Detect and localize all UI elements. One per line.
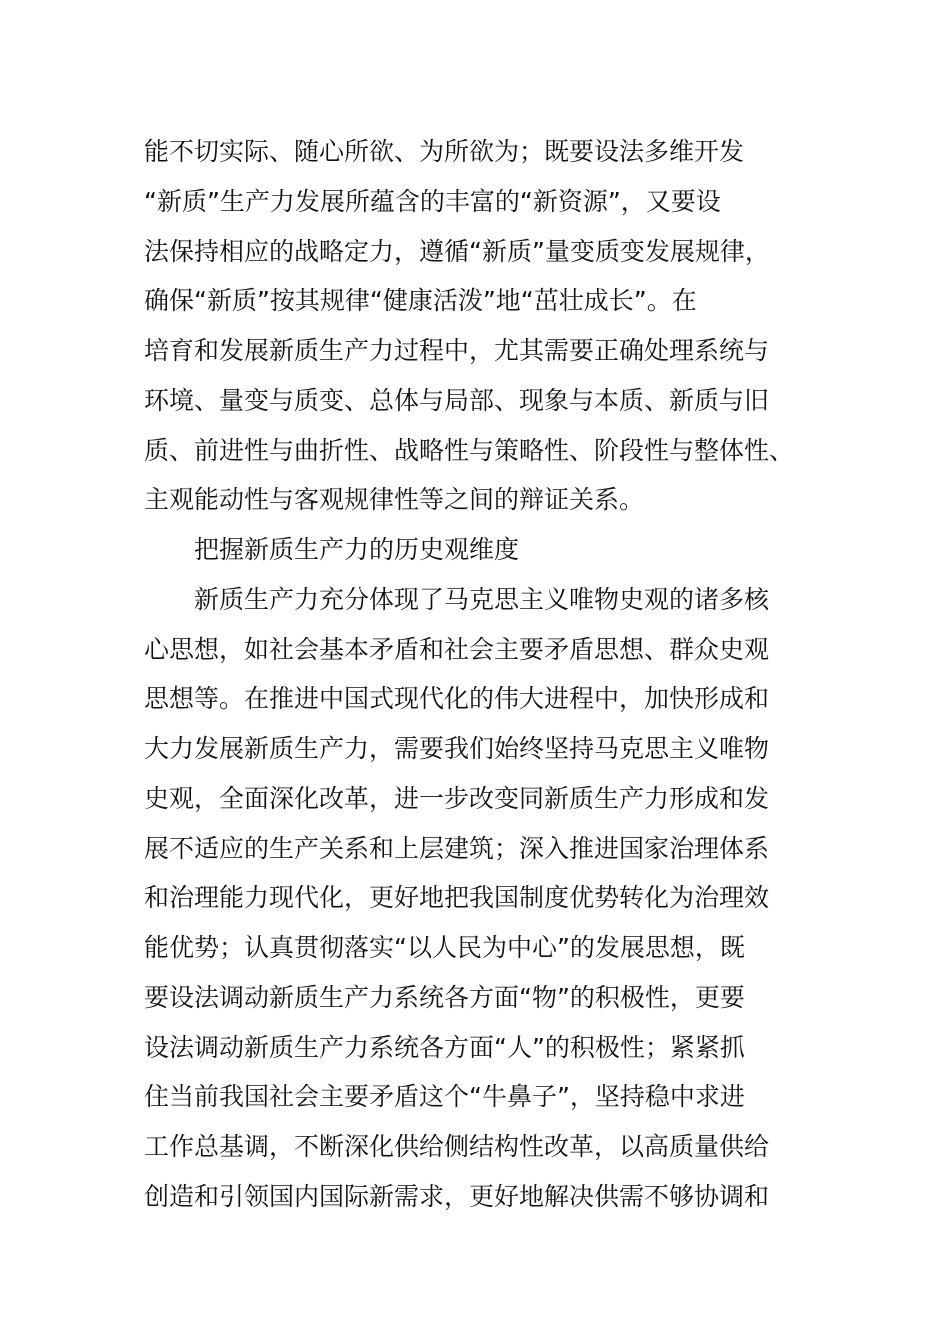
paragraph-line: 心思想，如社会基本矛盾和社会主要矛盾思想、群众史观	[144, 635, 770, 664]
paragraph-line: 能不切实际、随心所欲、为所欲为；既要设法多维开发	[144, 137, 745, 166]
paragraph-line: 创造和引领国内国际新需求，更好地解决供需不够协调和	[144, 1182, 770, 1211]
paragraph-line: 质、前进性与曲折性、战略性与策略性、阶段性与整体性、	[144, 436, 795, 465]
paragraph-line: 主观能动性与客观规律性等之间的辩证关系。	[144, 485, 645, 514]
paragraph-line: 法保持相应的战略定力，遵循“新质”量变质变发展规律，	[144, 237, 770, 266]
paragraph-line: 培育和发展新质生产力过程中，尤其需要正确处理系统与	[144, 336, 770, 365]
paragraph-line: 能优势；认真贯彻落实“以人民为中心”的发展思想，既	[144, 933, 745, 962]
paragraph-line: 工作总基调，不断深化供给侧结构性改革，以高质量供给	[144, 1132, 770, 1161]
paragraph-line: 和治理能力现代化，更好地把我国制度优势转化为治理效	[144, 883, 770, 912]
paragraph-line: 史观，全面深化改革，进一步改变同新质生产力形成和发	[144, 784, 770, 813]
section-heading: 把握新质生产力的历史观维度	[194, 535, 520, 564]
paragraph-line: 设法调动新质生产力系统各方面“人”的积极性；紧紧抓	[144, 1033, 745, 1062]
paragraph-line: 新质生产力充分体现了马克思主义唯物史观的诸多核	[194, 585, 770, 614]
paragraph-line: 确保“新质”按其规律“健康活泼”地“茁壮成长”。在	[144, 286, 697, 315]
paragraph-line: 住当前我国社会主要矛盾这个“牛鼻子”，坚持稳中求进	[144, 1082, 745, 1111]
paragraph-line: 思想等。在推进中国式现代化的伟大进程中，加快形成和	[144, 684, 770, 713]
paragraph-line: “新质”生产力发展所蕴含的丰富的“新资源”，又要设	[144, 187, 721, 216]
paragraph-line: 环境、量变与质变、总体与局部、现象与本质、新质与旧	[144, 386, 770, 415]
paragraph-line: 展不适应的生产关系和上层建筑；深入推进国家治理体系	[144, 834, 770, 863]
paragraph-line: 要设法调动新质生产力系统各方面“物”的积极性，更要	[144, 983, 745, 1012]
paragraph-line: 大力发展新质生产力，需要我们始终坚持马克思主义唯物	[144, 734, 770, 763]
